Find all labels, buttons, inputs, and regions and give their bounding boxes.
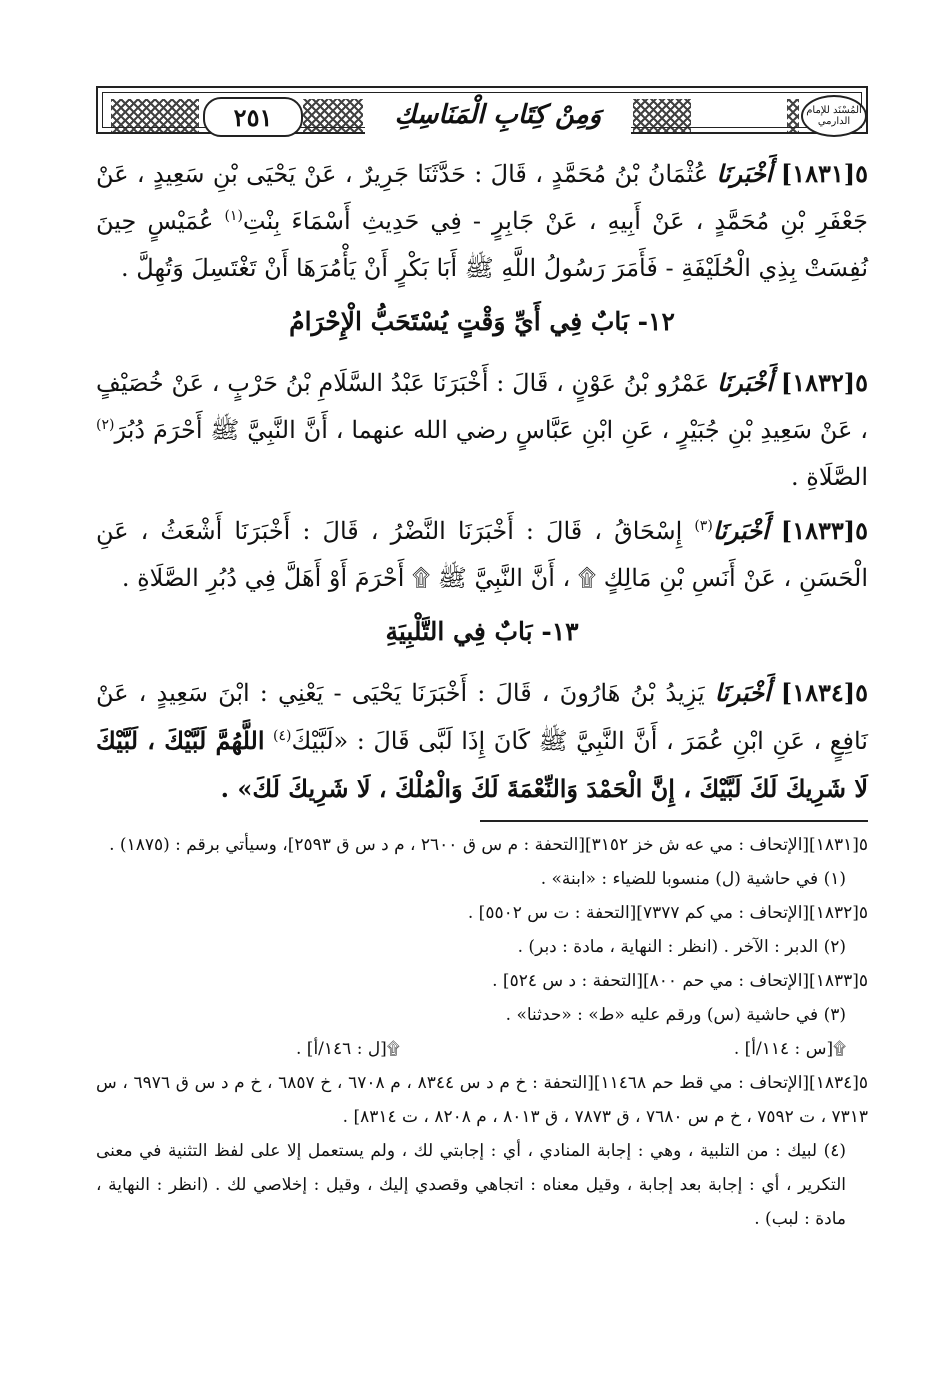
footnote-reference: ٥[١٨٣٢][الإتحاف : مي كم ٧٣٧٧][التحفة : ت س ٥٥٠٢] . — [467, 903, 868, 923]
footnote-divider — [480, 820, 868, 822]
footnote: (١) في حاشية (ل) منسوبا للضياء : «ابنة» . — [540, 869, 846, 889]
hadith-text: عَمْرُو بْنُ عَوْنٍ ، قَالَ : أَخْبَرَنَا عَبْدُ السَّلَامِ بْنُ حَرْبٍ ، عَنْ خُصَيْفٍ ، عَنْ سَعِيدِ بْنِ جُبَيْرٍ ، عَنِ ابْنِ عَبَّاسٍ رضي الله عنهما ، أَنَّ النَّبِيَّ ﷺ أَحْرَمَ دُبُرَ — [96, 369, 868, 444]
hadith-1831 — [96, 150, 868, 292]
narration-opener: أَخْبَرنَا — [712, 516, 769, 545]
ornament-pattern — [111, 99, 199, 133]
footnote: (٢) الدبر : الآخر . (انظر : النهاية ، مادة : دبر) . — [517, 937, 846, 957]
hadith-number: ٥[١٨٣٢] — [780, 368, 869, 397]
footnote-reference: ٥[١٨٣١][الإتحاف : مي عه ش خز ٣١٥٢][التحفة : م س ق ٢٦٠٠ ، م د س ق ٢٥٩٣]، وسيأتي برقم : (١٨٧٥) . — [109, 835, 868, 855]
footnote: (٤) لبيك : من التلبية ، وهي : إجابة المنادي ، أي : إجابتي لك ، ولم يستعمل إلا على لفظ التثنية في معنى التكرير ، أي : إجابة بعد إجابة ، وقيل معناه : اتجاهي وقصدي إليك ، وقيل : إخلاصي لك . (انظر : النهاية ، مادة : لبب) . — [96, 1141, 846, 1229]
narration-opener: أَخْبَرنَا — [714, 678, 771, 707]
footnotes — [96, 828, 868, 1236]
chapter-heading: ١٢- بَابٌ فِي أَيِّ وَقْتٍ يُسْتَحَبُّ الْإِحْرَامُ — [289, 307, 675, 336]
hadith-1832 — [96, 359, 868, 501]
book-seal-logo: المُسْنَد للإمام الدارمي — [801, 95, 867, 137]
manuscript-ref: ۩[س : ١١٤/أ] . — [733, 1039, 846, 1059]
footnote-marker: (٢) — [96, 417, 115, 433]
footnote: (٣) في حاشية (س) ورقم عليه «ط» : «حدثنا» . — [505, 1005, 846, 1025]
narration-opener: أَخْبَرنَا — [716, 159, 773, 188]
hadith-text: عُثْمَانُ بْنُ مُحَمَّدٍ ، قَالَ : حَدَّثَنَا جَرِيرٌ ، عَنْ يَحْيَى بْنِ سَعِيدٍ ، عَنْ جَعْفَرِ بْنِ مُحَمَّدٍ ، عَنْ أَبِيهِ ، عَنْ جَابِرٍ - فِي حَدِيثِ أَسْمَاءَ بِنْتِ — [96, 160, 868, 235]
hadith-1834 — [96, 669, 868, 813]
page-number: ٢٥١ — [203, 97, 303, 137]
narration-opener: أَخْبَرنَا — [717, 368, 774, 397]
ornament-pattern — [633, 99, 691, 133]
hadith-text: إِسْحَاقُ ، قَالَ : أَخْبَرَنَا النَّضْرُ ، قَالَ : أَخْبَرَنَا أَشْعَثُ ، عَنِ الْحَسَنِ ، عَنْ أَنَسِ بْنِ مَالِكٍ ۩ ، أَنَّ النَّبِيَّ ﷺ ۩ أَحْرَمَ أَوْ أَهَلَّ فِي دُبُرِ الصَّلَاةِ . — [96, 517, 868, 592]
manuscript-page-refs — [96, 1032, 868, 1066]
header-frame — [102, 92, 862, 132]
hadith-text: يَزِيدُ بْنُ هَارُونَ ، قَالَ : أَخْبَرَنَا يَحْيَى - يَعْنِي : ابْنَ سَعِيدٍ ، عَنْ نَافِعٍ ، عَنِ ابْنِ عُمَرَ ، أَنَّ النَّبِيَّ ﷺ كَانَ إِذَا لَبَّى قَالَ : «لَبَّيْكَ — [96, 679, 868, 755]
footnote-reference: ٥[١٨٣٣][الإتحاف : مي حم ٨٠٠][التحفة : د س ٥٢٤] . — [492, 971, 868, 991]
hadith-number: ٥[١٨٣١] — [780, 159, 868, 188]
footnote-marker: (٣) — [694, 518, 713, 534]
footnote-marker: (٤) — [273, 728, 292, 744]
chapter-heading: ١٣- بَابٌ فِي التَّلْبِيَةِ — [385, 617, 579, 646]
hadith-text: الصَّلَاةِ . — [791, 463, 868, 491]
section-title: وَمِنْ كِتَابِ الْمَنَاسِكِ — [365, 95, 631, 135]
page-header — [96, 86, 868, 134]
hadith-text: اللَّهُمَّ لَبَّيْكَ ، لَبَّيْكَ لَا شَرِيكَ لَكَ لَبَّيْكَ ، إِنَّ الْحَمْدَ وَالنِّعْمَةَ لَكَ وَالْمُلْكَ ، لَا شَرِيكَ لَكَ» . — [96, 726, 868, 803]
ornament-pattern — [303, 99, 363, 133]
ornament-pattern — [787, 99, 799, 133]
hadith-text: عُمَيْسٍ حِينَ نُفِسَتْ بِذِي الْحُلَيْفَةِ - فَأَمَرَ رَسُولُ اللَّهِ ﷺ أَبَا بَكْرٍ أَنْ يَأْمُرَهَا أَنْ تَغْتَسِلَ وَتُهِلَّ . — [96, 207, 868, 282]
hadith-number: ٥[١٨٣٣] — [780, 516, 868, 545]
footnote-marker: (١) — [224, 208, 243, 224]
hadith-1833 — [96, 507, 868, 602]
main-text — [96, 150, 868, 819]
footnote-reference: ٥[١٨٣٤][الإتحاف : مي قط حم ١١٤٦٨][التحفة : خ م د س ٨٣٤٤ ، م ٦٧٠٨ ، خ ٦٨٥٧ ، خ م د س ق ٦٩٧٦ ، س ٧٣١٣ ، ت ٧٥٩٢ ، خ م س ٧٦٨٠ ، ق ٧٨٧٣ ، ق ٨٠١٣ ، م ٨٢٠٨ ، ت ٨٣١٤] . — [96, 1073, 869, 1127]
manuscript-ref: ۩[ل : ١٤٦/أ] . — [296, 1039, 400, 1059]
hadith-number: ٥[١٨٣٤] — [780, 678, 869, 707]
